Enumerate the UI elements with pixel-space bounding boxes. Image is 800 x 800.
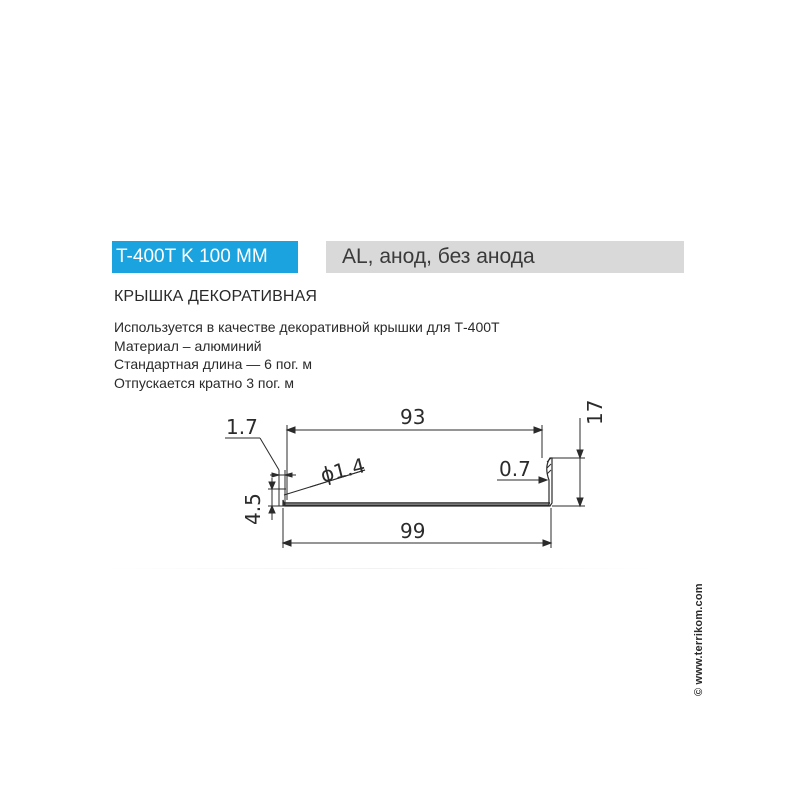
material-bar: AL, анод, без анода — [326, 241, 684, 273]
description-line-material: Материал – алюминий — [114, 337, 262, 354]
dim-17-label: 17 — [583, 399, 607, 425]
description-line-multiple: Отпускается кратно 3 пог. м — [114, 374, 295, 391]
dim-4-5-label: 4.5 — [241, 493, 265, 525]
dim-1-7-label: 1.7 — [226, 415, 258, 439]
dim-99-label: 99 — [400, 519, 426, 543]
description-line-length: Стандартная длина — 6 пог. м — [114, 356, 313, 372]
product-code-badge: T-400T K 100 MM — [112, 241, 298, 273]
description-line-usage: Используется в качестве декоративной крышки для Т-400Т — [114, 319, 500, 335]
dim-hole-label: ϕ1.4 — [318, 453, 368, 488]
divider — [100, 568, 660, 569]
dim-93-label: 93 — [400, 405, 426, 429]
product-title: КРЫШКА ДЕКОРАТИВНАЯ — [114, 288, 318, 305]
watermark: © www.terrikom.com — [693, 583, 705, 696]
dim-07-label: 0.7 — [499, 457, 531, 481]
